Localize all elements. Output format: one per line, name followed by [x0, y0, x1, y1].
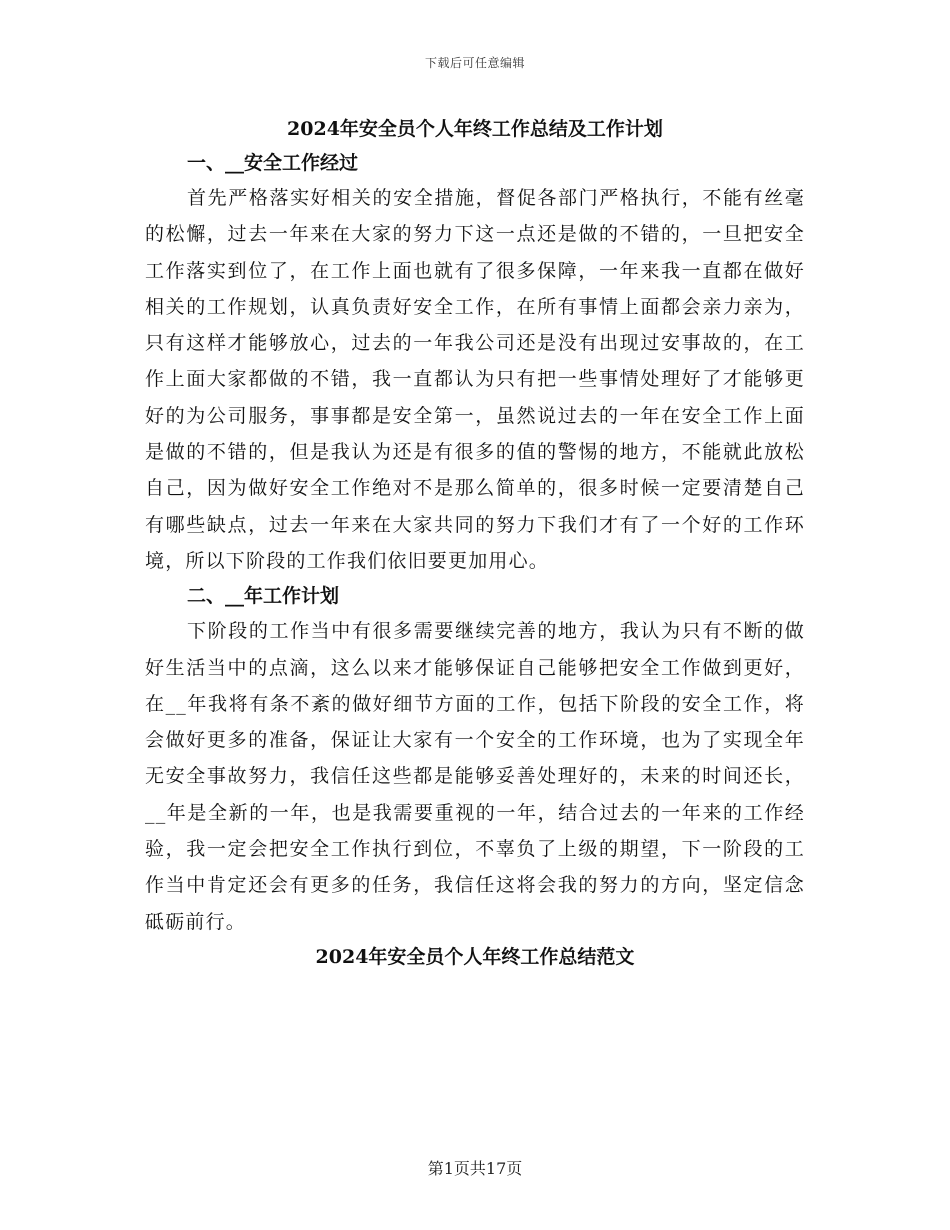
- section-paragraph-work-plan: 下阶段的工作当中有很多需要继续完善的地方，我认为只有不断的做好生活当中的点滴，这么以来才能够保证自己能够把安全工作做到更好，在__年我将有条不紊的做好细节方面的工作，包括下阶段的安全工作，将会做好更多的准备，保证让大家有一个安全的工作环境，也为了实现全年无安全事故努力，我信任这些都是能够妥善处理好的，未来的时间还长，__年是全新的一年，也是我需要重视的一年，结合过去的一年来的工作经验，我一定会把安全工作执行到位，不辜负了上级的期望，下一阶段的工作当中肯定还会有更多的任务，我信任这将会我的努力的方向，坚定信念砥砺前行。: [145, 620, 805, 933]
- section-heading-work-plan: 二、__年工作计划: [187, 585, 340, 608]
- section-paragraph-safety-review: 首先严格落实好相关的安全措施，督促各部门严格执行，不能有丝毫的松懈，过去一年来在大家的努力下这一点还是做的不错的，一旦把安全工作落实到位了，在工作上面也就有了很多保障，一年来我一直都在做好相关的工作规划，认真负责好安全工作，在所有事情上面都会亲力亲为，只有这样才能够放心，过去的一年我公司还是没有出现过安事故的，在工作上面大家都做的不错，我一直都认为只有把一些事情处理好了才能够更好的为公司服务，事事都是安全第一，虽然说过去的一年在安全工作上面是做的不错的，但是我认为还是有很多的值的警惕的地方，不能就此放松自己，因为做好安全工作绝对不是那么简单的，很多时候一定要清楚自己有哪些缺点，过去一年来在大家共同的努力下我们才有了一个好的工作环境，所以下阶段的工作我们依旧要更加用心。: [145, 187, 805, 572]
- document-title: 2024年安全员个人年终工作总结及工作计划: [287, 118, 663, 140]
- second-document-title: 2024年安全员个人年终工作总结范文: [315, 945, 635, 968]
- document-body: [145, 112, 805, 974]
- page-header-note: 下载后可任意编辑: [424, 56, 525, 70]
- section-heading-safety-review: 一、__安全工作经过: [187, 152, 359, 174]
- page-number-footer: 第1页共17页: [427, 1159, 523, 1178]
